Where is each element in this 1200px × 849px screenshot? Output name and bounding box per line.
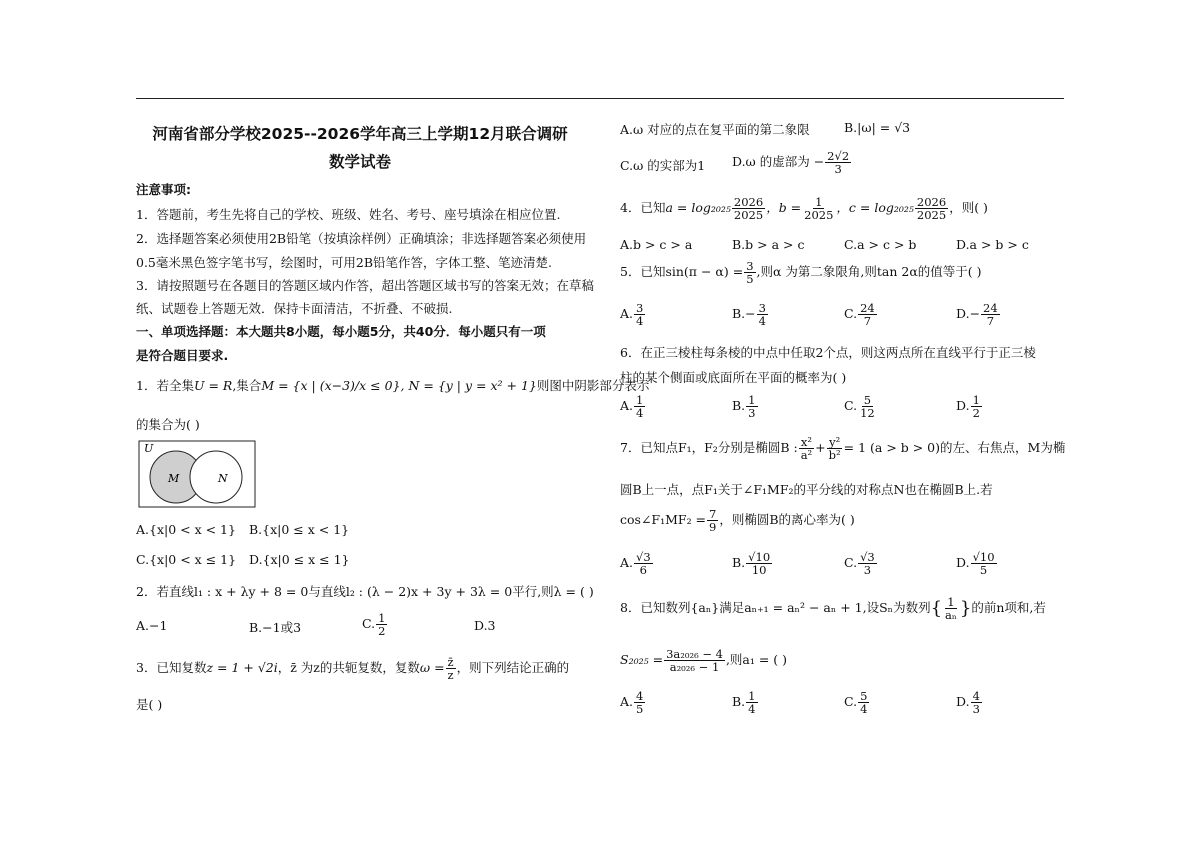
q4-option-a[interactable]: A.b > c > a: [620, 237, 693, 252]
q7-option-d[interactable]: [956, 551, 998, 576]
q3-z-expr: z = 1 + √2i: [206, 660, 278, 676]
q4-c-fraction: [915, 196, 948, 221]
header-rule: [136, 98, 1064, 99]
q7-option-a[interactable]: [620, 551, 654, 576]
q8-reciprocal-fraction: [943, 596, 959, 621]
fraction-numerator: 2√2: [827, 149, 850, 163]
option-fraction: [634, 551, 653, 576]
q3-option-d-fraction: [825, 150, 851, 175]
q2-option-c-fraction: [376, 612, 387, 637]
q2-option-c-label: C.: [362, 616, 376, 632]
q7-option-b[interactable]: [732, 551, 773, 576]
note-item: 2．选择题答案必须使用2B铅笔（按填涂样例）正确填涂；非选择题答案必须使用: [136, 231, 587, 246]
q7-text-c: ，则椭圆B的离心率为( ): [719, 512, 855, 528]
q8-text-b: 的前n项和,若: [971, 600, 1046, 616]
q7-option-c[interactable]: [844, 551, 878, 576]
q4-b: ，b =: [766, 200, 802, 216]
q3-w-fraction: [446, 656, 456, 681]
section-heading: 一、单项选择题：本大题共8小题，每小题5分，共40分．每小题只有一项: [136, 324, 546, 339]
q5-fraction: [744, 260, 755, 285]
fraction-denominator: 2025: [916, 208, 947, 223]
fraction-numerator: y²: [829, 435, 841, 449]
q4-option-c[interactable]: C.a > c > b: [844, 237, 917, 252]
q2-option-c[interactable]: [362, 612, 388, 637]
set-n-circle: [190, 451, 242, 503]
option-label: A.: [620, 398, 634, 414]
fraction-denominator: 12: [860, 406, 875, 421]
note-item: 1．答题前，考生先将自己的学校、班级、姓名、考号、座号填涂在相应位置.: [136, 207, 561, 222]
q8-text-a: 8．已知数列{aₙ}满足aₙ₊₁ = aₙ² − aₙ + 1,设Sₙ为数列: [620, 600, 931, 616]
option-fraction: [971, 690, 982, 715]
fraction-numerator: 1: [815, 195, 823, 209]
fraction-denominator: 2: [378, 624, 386, 639]
question-2: 2．若直线l₁ : x + λy + 8 = 0与直线l₂ : (λ − 2)x + 3y + 3λ = 0平行,则λ = ( ): [136, 584, 594, 599]
set-m-label: M: [168, 472, 180, 485]
q8-option-b[interactable]: [732, 690, 759, 715]
option-label: C.: [844, 398, 858, 414]
option-fraction: [981, 302, 1000, 327]
question-5: [620, 260, 982, 285]
fraction-numerator: 1: [636, 393, 644, 407]
fraction-numerator: 5: [863, 393, 872, 407]
fraction-numerator: 1: [378, 611, 386, 625]
q1-option-b[interactable]: B.{x|0 ≤ x < 1}: [249, 522, 350, 537]
fraction-numerator: 7: [709, 507, 717, 521]
q3-w-expr: ω =: [419, 660, 445, 676]
fraction-numerator: √10: [748, 550, 771, 564]
q6-option-d[interactable]: [956, 394, 983, 419]
q7-text-a: 7．已知点F₁，F₂分别是椭圆B :: [620, 440, 798, 456]
fraction-numerator: 4: [972, 689, 980, 703]
question-7-cont2: [620, 508, 855, 533]
exam-title: 河南省部分学校2025--2026学年高三上学期12月联合调研: [152, 125, 568, 143]
q5-option-d[interactable]: [956, 302, 1001, 327]
fraction-denominator: 6: [639, 563, 647, 578]
notes-heading: 注意事项:: [136, 182, 191, 197]
fraction-numerator: 1: [947, 595, 955, 609]
fraction-numerator: 24: [983, 301, 998, 315]
fraction-numerator: 3: [746, 259, 754, 273]
option-label: B.: [732, 306, 746, 322]
fraction-numerator: z̄: [447, 655, 454, 669]
venn-diagram: [138, 440, 256, 508]
left-brace-icon: {: [930, 598, 943, 620]
q7-x-fraction: [799, 436, 814, 461]
question-4: [620, 196, 988, 221]
fraction-denominator: 4: [758, 314, 766, 329]
exam-subtitle: 数学试卷: [328, 153, 391, 171]
q8-s-fraction: [664, 648, 725, 673]
q5-option-a[interactable]: [620, 302, 646, 327]
q8-option-c[interactable]: [844, 690, 870, 715]
set-n-label: N: [218, 472, 228, 485]
universe-label: U: [144, 442, 154, 455]
fraction-denominator: 5: [746, 272, 754, 287]
fraction-numerator: 2026: [916, 195, 947, 209]
q4-b-fraction: [802, 196, 835, 221]
fraction-numerator: 24: [860, 301, 875, 315]
option-fraction: [971, 394, 982, 419]
q8-option-d[interactable]: [956, 690, 983, 715]
fraction-denominator: 4: [748, 702, 756, 717]
q4-a: a = log₂₀₂₅: [665, 200, 731, 216]
question-3-cont: 是( ): [136, 697, 163, 712]
question-3: [136, 656, 569, 681]
q6-option-a[interactable]: [620, 394, 646, 419]
question-8-cont: [620, 648, 787, 673]
fraction-denominator: 7: [986, 314, 995, 329]
option-label: A.: [620, 694, 634, 710]
fraction-denominator: 10: [751, 563, 767, 578]
question-8: [620, 596, 1046, 621]
note-item: 纸、试题卷上答题无效．保持卡面清洁，不折叠、不破损.: [136, 301, 453, 316]
q2-option-b[interactable]: B.−1或3: [249, 620, 302, 635]
q3-text-b: ，z̄ 为z的共轭复数，复数: [277, 660, 420, 676]
q7-text-b: = 1 (a > b > 0)的左、右焦点，M为椭: [843, 440, 1066, 456]
q4-a-fraction: [732, 196, 765, 221]
fraction-denominator: 3: [972, 702, 980, 717]
option-label: B.: [732, 398, 746, 414]
q5-suffix: ,则α 为第二象限角,则tan 2α的值等于( ): [756, 264, 982, 280]
q3-option-b[interactable]: B.|ω| = √3: [844, 120, 911, 135]
q4-option-d[interactable]: D.a > b > c: [956, 237, 1029, 252]
fraction-denominator: 3: [748, 406, 756, 421]
option-label: B.: [732, 555, 746, 571]
fraction-denominator: b²: [828, 448, 841, 463]
fraction-denominator: 3: [863, 563, 872, 578]
fraction-numerator: 2026: [733, 195, 764, 209]
option-fraction: [634, 302, 645, 327]
option-fraction: [634, 690, 645, 715]
q3-text-a: 3．已知复数: [136, 660, 207, 676]
q5-prefix: 5．已知sin(π − α) =: [620, 264, 744, 280]
q3-option-c[interactable]: C.ω 的实部为1: [620, 158, 706, 173]
q7-cos-fraction: [707, 508, 718, 533]
q4-suffix: ，则( ): [949, 200, 988, 216]
fraction-denominator: 2: [972, 406, 980, 421]
fraction-numerator: 1: [972, 393, 980, 407]
fraction-denominator: 5: [979, 563, 988, 578]
option-fraction: [746, 690, 757, 715]
option-label: C.: [844, 306, 858, 322]
q3-option-d-label: D.ω 的虚部为 −: [732, 154, 825, 170]
fraction-denominator: aₙ: [945, 608, 957, 623]
section-heading-cont: 是符合题目要求.: [136, 348, 229, 363]
q1-suffix: 则图中阴影部分表示: [536, 378, 650, 393]
fraction-denominator: 9: [709, 520, 717, 535]
option-label: D.: [956, 694, 970, 710]
fraction-denominator: z: [447, 668, 454, 683]
fraction-denominator: 4: [860, 702, 868, 717]
fraction-denominator: 5: [636, 702, 644, 717]
q1-sets: M = {x | (x−3)/x ≤ 0}, N = {y | y = x² + 1}: [261, 378, 537, 393]
q2-option-d[interactable]: D.3: [474, 618, 496, 633]
q4-c: ，c = log₂₀₂₅: [836, 200, 914, 216]
fraction-numerator: √10: [972, 550, 995, 564]
q7-cos-label: cos∠F₁MF₂ =: [620, 512, 707, 528]
fraction-numerator: 3a₂₀₂₆ − 4: [666, 647, 723, 661]
q8-text-c: ,则a₁ = ( ): [725, 652, 788, 668]
question-1-cont: 的集合为( ): [136, 417, 200, 432]
q1-option-c[interactable]: C.{x|0 < x ≤ 1}: [136, 552, 237, 567]
q4-prefix: 4．已知: [620, 200, 666, 216]
question-6: 6．在正三棱柱每条棱的中点中任取2个点，则这两点所在直线平行于正三棱: [620, 345, 1036, 360]
fraction-denominator: 4: [636, 406, 644, 421]
option-label: D.: [956, 398, 970, 414]
q6-option-b[interactable]: [732, 394, 759, 419]
fraction-numerator: 3: [758, 301, 766, 315]
option-fraction: [746, 394, 757, 419]
q8-option-a[interactable]: [620, 690, 646, 715]
option-fraction: [757, 302, 768, 327]
right-brace-icon: }: [959, 598, 972, 620]
q6-option-c[interactable]: [844, 394, 878, 419]
option-fraction: [634, 394, 645, 419]
q5-option-b[interactable]: [732, 302, 769, 327]
option-sign: −: [745, 306, 756, 322]
option-label: D.: [956, 555, 970, 571]
q8-s-label: S₂₀₂₅ =: [620, 652, 664, 668]
question-7: [620, 436, 1065, 461]
option-fraction: [858, 394, 877, 419]
q1-mid: ,集合: [232, 378, 262, 393]
q4-option-b[interactable]: B.b > a > c: [732, 237, 805, 252]
q1-universe: U = R: [193, 378, 233, 393]
option-fraction: [858, 551, 877, 576]
fraction-denominator: 7: [863, 314, 872, 329]
fraction-numerator: 1: [748, 393, 756, 407]
fraction-denominator: 4: [636, 314, 644, 329]
option-label: C.: [844, 555, 858, 571]
fraction-numerator: 3: [636, 301, 644, 315]
fraction-denominator: 3: [834, 162, 842, 177]
fraction-denominator: 2025: [733, 208, 764, 223]
question-7-cont: 圆B上一点，点F₁关于∠F₁MF₂的平分线的对称点N也在椭圆B上.若: [620, 482, 993, 497]
option-fraction: [746, 551, 772, 576]
fraction-numerator: √3: [860, 550, 875, 564]
option-fraction: [858, 302, 877, 327]
option-label: B.: [732, 694, 746, 710]
q2-option-a[interactable]: A.−1: [136, 618, 168, 633]
q1-option-a[interactable]: A.{x|0 < x < 1}: [136, 522, 236, 537]
q3-text-c: ，则下列结论正确的: [456, 660, 570, 676]
q1-option-d[interactable]: D.{x|0 ≤ x ≤ 1}: [249, 552, 350, 567]
question-1: [136, 376, 649, 394]
q7-plus: +: [815, 440, 826, 456]
option-label: C.: [844, 694, 858, 710]
fraction-numerator: √3: [636, 550, 651, 564]
question-6-cont: 柱的某个侧面或底面所在平面的概率为( ): [620, 370, 847, 385]
option-fraction: [971, 551, 997, 576]
q3-option-a[interactable]: A.ω 对应的点在复平面的第二象限: [620, 122, 810, 137]
q1-prefix: 1．若全集: [136, 378, 194, 393]
q3-option-d[interactable]: [732, 150, 852, 175]
q5-option-c[interactable]: [844, 302, 878, 327]
note-item: 3．请按照题号在各题目的答题区域内作答，超出答题区域书写的答案无效；在草稿: [136, 278, 594, 293]
option-label: D.: [956, 306, 970, 322]
fraction-numerator: x²: [800, 435, 812, 449]
option-label: A.: [620, 306, 634, 322]
fraction-denominator: 2025: [804, 208, 834, 223]
fraction-numerator: 1: [748, 689, 756, 703]
fraction-numerator: 5: [860, 689, 868, 703]
option-sign: −: [969, 306, 981, 322]
fraction-numerator: 4: [636, 689, 644, 703]
q7-y-fraction: [827, 436, 843, 461]
fraction-denominator: a₂₀₂₆ − 1: [669, 660, 720, 675]
option-label: A.: [620, 555, 634, 571]
fraction-denominator: a²: [800, 448, 813, 463]
note-item: 0.5毫米黑色签字笔书写，绘图时，可用2B铅笔作答，字体工整、笔迹清楚.: [136, 255, 552, 270]
option-fraction: [858, 690, 869, 715]
